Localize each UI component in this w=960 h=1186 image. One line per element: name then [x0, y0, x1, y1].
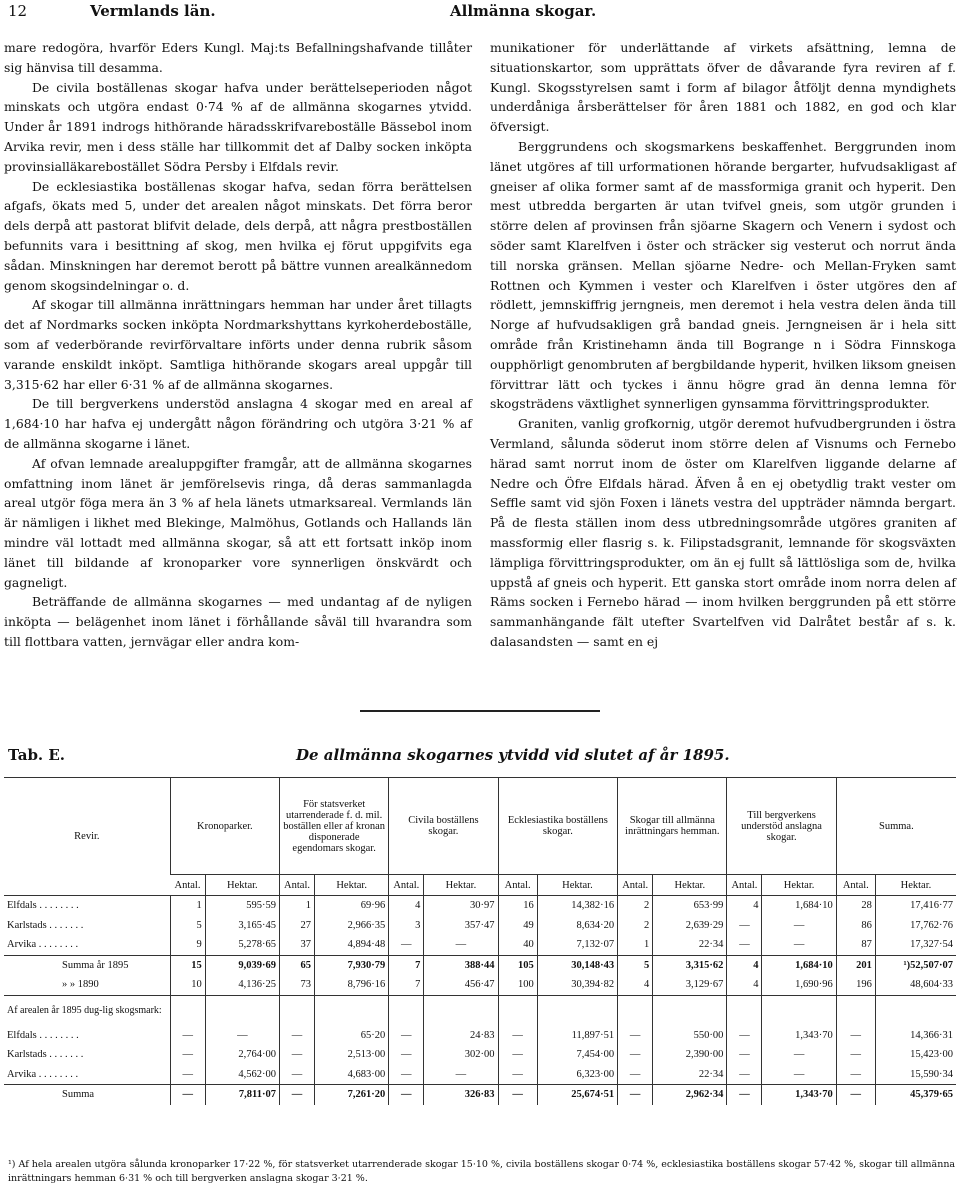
table-cell: 7,454·00 [537, 1045, 617, 1065]
table-cell: 595·59 [205, 896, 279, 916]
row-label: Elfdals . . . . . . . . [7, 1029, 79, 1041]
table-cell: 1,684·10 [762, 955, 836, 975]
table-cell: — [170, 1065, 205, 1085]
subheader-hektar: Hektar. [205, 875, 279, 896]
page-header [0, 0, 960, 28]
table-cell: 16 [498, 896, 537, 916]
subheader-hektar: Hektar. [875, 875, 956, 896]
table-cell: — [498, 1045, 537, 1065]
column-header-kronoparker: Kronoparker. [170, 778, 279, 875]
subheader-antal: Antal. [618, 875, 653, 896]
table-cell: — [170, 1045, 205, 1065]
table-cell: 7,930·79 [315, 955, 389, 975]
table-cell: 4,562·00 [205, 1065, 279, 1085]
row-label: » » 1890 [62, 979, 99, 991]
table-cell: 22·34 [653, 1065, 727, 1085]
subheader-antal: Antal. [498, 875, 537, 896]
table-cell: 4,894·48 [315, 935, 389, 955]
left-text-column [4, 38, 472, 652]
table-cell: — [727, 916, 762, 936]
table-cell: 1,684·10 [762, 896, 836, 916]
empty-cell [498, 995, 537, 1026]
table-row [4, 995, 956, 1026]
table-cell: — [424, 935, 498, 955]
table-cell: — [836, 1085, 875, 1105]
table-cell: — [727, 1065, 762, 1085]
table-cell: 2,639·29 [653, 916, 727, 936]
table-cell: — [618, 1026, 653, 1046]
table-row [4, 975, 956, 995]
right-text-column [490, 38, 956, 652]
table-cell: 15,590·34 [875, 1065, 956, 1085]
table-cell: 456·47 [424, 975, 498, 995]
empty-cell [170, 995, 205, 1026]
running-title-left: Vermlands län. [90, 2, 216, 20]
paragraph: Af ofvan lemnade arealuppgifter framgår, att de allmänna skogarnes omfattning inom länet är jemförelsevis ringa, då deras sammanlagda areal utgör föga mera än 3 % af hela länets utmarksareal. Vermlands län är nämligen i likhet med Blekinge, Malmöhus, Gotlands och Hallands län mindre väl lottadt med allmänna skogar, så att ett fortsatt inköp inom länet till bildande af kronoparker vore synnerligen önskvärdt och gagneligt. [4, 455, 472, 590]
empty-cell [727, 995, 762, 1026]
empty-cell [875, 995, 956, 1026]
table-cell: 7 [389, 955, 424, 975]
table-cell: — [762, 1045, 836, 1065]
row-label: Karlstads . . . . . . . [7, 919, 84, 931]
table-cell: 3,315·62 [653, 955, 727, 975]
table-cell: 1 [170, 896, 205, 916]
table-cell: 100 [498, 975, 537, 995]
paragraph: De till bergverkens understöd anslagna 4 skogar med en areal af 1,684·10 har hafva ej undergått någon förändring och utgöra 3·21 % af de allmänna skogarne i länet. [4, 396, 472, 451]
table-cell: — [389, 935, 424, 955]
row-label: Arvika . . . . . . . . [7, 939, 79, 951]
table-cell: 40 [498, 935, 537, 955]
table-cell: ¹)52,507·07 [875, 955, 956, 975]
table-cell: 30,148·43 [537, 955, 617, 975]
paragraph: mare redogöra, hvarför Eders Kungl. Maj:ts Befallningshafvande tillåter sig hänvisa till desamma. [4, 40, 472, 75]
table-cell: — [389, 1065, 424, 1085]
subheader-hektar: Hektar. [762, 875, 836, 896]
table-cell: 326·83 [424, 1085, 498, 1105]
table-body [4, 896, 956, 1105]
footnote: ¹) Af hela arealen utgöra sålunda kronoparker 17·22 %, för statsverket utarrenderade skogar 15·10 %, civila boställens skogar 0·74 %, ecklesiastika boställens skogar 57·42 %, skogar till allmänna inrättningars hemman 6·31 % och till bergverken anslagna skogar 3·21 %. [8, 1159, 956, 1184]
table-cell: 87 [836, 935, 875, 955]
table-heading [6, 746, 956, 770]
table-cell: 3 [389, 916, 424, 936]
table-cell: 17,327·54 [875, 935, 956, 955]
table-cell: 65 [279, 955, 314, 975]
table-cell: — [836, 1026, 875, 1046]
table-title: De allmänna skogarnes ytvidd vid slutet af år 1895. [296, 746, 730, 764]
subheader-hektar: Hektar. [315, 875, 389, 896]
table-row [4, 935, 956, 955]
table-cell: 14,382·16 [537, 896, 617, 916]
table-cell: 6,323·00 [537, 1065, 617, 1085]
table-cell: — [389, 1026, 424, 1046]
table-row [4, 896, 956, 916]
table-cell: — [498, 1065, 537, 1085]
table-row [4, 1065, 956, 1085]
empty-cell [315, 995, 389, 1026]
table-cell: 2,764·00 [205, 1045, 279, 1065]
table-cell: 388·44 [424, 955, 498, 975]
table-cell: — [727, 1026, 762, 1046]
paragraph: Af skogar till allmänna inrättningars hemman har under året tillagts det af Nordmarks socken inköpta Nordmarkshyttans kyrkoherdeboställe, som af vederbörande revirförvaltare införts under denna rubrik såsom varande enskildt inköpt. Samtliga hithörande skogars areal uppgår till 3,315·62 har eller 6·31 % af de allmänna skogarnes. [4, 297, 472, 392]
subheader-hektar: Hektar. [653, 875, 727, 896]
table-cell: 45,379·65 [875, 1085, 956, 1105]
row-label: Elfdals . . . . . . . . [4, 896, 170, 916]
table-cell: 30·97 [424, 896, 498, 916]
paragraph: Graniten, vanlig grofkornig, utgör deremot hufvudbergrunden i östra Vermland, sålunda söderut inom större delen af Visnums och Fernebo härad samt norrut inom de öster om Klarelfven liggande delarne af Nedre och Öfre Elfdals härad. Äfven å en ej obetydlig trakt vester om Seffle samt vid sjön Foxen i länets vestra del uppträder nämnda bergart. På de flesta ställen inom dess utbredningsområde utgöres graniten af massformig eller flasrig s. k. Filipstadsgranit, lemnande för skogsväxten lämpliga förvittringsprodukter, om än ej fullt så lättlösliga som de, hvilka uppstå af gneis och hyperit. Ett ganska stort område inom norra delen af Räms socken i Fernebo härad — inom hvilken berggrunden på ett större sammanhängande fält utefter Svartelfven vid Dalråtet består af s. k. dalasandsten — samt en ej [490, 416, 956, 649]
table-cell: 48,604·33 [875, 975, 956, 995]
table-cell: — [389, 1045, 424, 1065]
table-cell: — [279, 1045, 314, 1065]
paragraph: Beträffande de allmänna skogarnes — med undantag af de nyligen inköpta — belägenhet inom länet i förhållande såväl till hvarandra som till flottbara vatten, jernvägar eller andra kom- [4, 594, 472, 649]
table-cell: 3,165·45 [205, 916, 279, 936]
table-cell: — [836, 1065, 875, 1085]
table-cell: 2,513·00 [315, 1045, 389, 1065]
table-cell: 15,423·00 [875, 1045, 956, 1065]
table-cell: 1,343·70 [762, 1026, 836, 1046]
table-cell: 4 [727, 975, 762, 995]
table-cell: 2,390·00 [653, 1045, 727, 1065]
table-cell: 65·20 [315, 1026, 389, 1046]
table-cell: — [279, 1085, 314, 1105]
table-cell: 7,811·07 [205, 1085, 279, 1105]
table-cell: 196 [836, 975, 875, 995]
column-header-civila: Civila boställens skogar. [389, 778, 498, 875]
column-header-summa: Summa. [836, 778, 956, 875]
table-cell: — [170, 1085, 205, 1105]
table-cell: 28 [836, 896, 875, 916]
statistics-table [4, 777, 956, 1105]
table-cell: 7,132·07 [537, 935, 617, 955]
table-cell: — [836, 1045, 875, 1065]
table-cell: 73 [279, 975, 314, 995]
table-cell: — [170, 1026, 205, 1046]
table-cell: 1,343·70 [762, 1085, 836, 1105]
table-cell: 17,416·77 [875, 896, 956, 916]
table-cell: 2,966·35 [315, 916, 389, 936]
table-cell: 5,278·65 [205, 935, 279, 955]
row-label: Summa [4, 1085, 170, 1105]
table-row [4, 1026, 956, 1046]
empty-cell [279, 995, 314, 1026]
table-cell: 49 [498, 916, 537, 936]
table-cell: 550·00 [653, 1026, 727, 1046]
table-cell: 4 [618, 975, 653, 995]
table-cell: — [618, 1045, 653, 1065]
table-cell: 8,634·20 [537, 916, 617, 936]
column-header-ecklesiastika: Ecklesiastika boställens skogar. [498, 778, 618, 875]
table-cell: — [205, 1026, 279, 1046]
table-cell: 14,366·31 [875, 1026, 956, 1046]
empty-cell [205, 995, 279, 1026]
empty-cell [653, 995, 727, 1026]
table-cell: — [389, 1085, 424, 1105]
table-cell: 302·00 [424, 1045, 498, 1065]
running-title-right: Allmänna skogar. [450, 2, 597, 20]
table-cell: 9 [170, 935, 205, 955]
page-number: 12 [8, 2, 28, 20]
table-row [4, 955, 956, 975]
subheader-antal: Antal. [727, 875, 762, 896]
subheader-hektar: Hektar. [424, 875, 498, 896]
table-cell: — [762, 916, 836, 936]
table-cell: — [618, 1065, 653, 1085]
table-cell: — [498, 1026, 537, 1046]
table-cell: — [424, 1065, 498, 1085]
table-cell: 1 [618, 935, 653, 955]
subheader-antal: Antal. [389, 875, 424, 896]
table-cell: 15 [170, 955, 205, 975]
column-header-bergverk: Till bergverkens understöd anslagna skogar. [727, 778, 836, 875]
table-cell: 4,683·00 [315, 1065, 389, 1085]
table-cell: 653·99 [653, 896, 727, 916]
subheading-cell: Af arealen år 1895 dug-lig skogsmark: [4, 995, 170, 1026]
table-cell: — [498, 1085, 537, 1105]
table-label: Tab. E. [8, 746, 66, 764]
column-header-allmanna-inrattningar: Skogar till allmänna inrättningars hemman. [618, 778, 727, 875]
empty-cell [424, 995, 498, 1026]
table-cell: 37 [279, 935, 314, 955]
table-cell: — [762, 935, 836, 955]
table-cell: 8,796·16 [315, 975, 389, 995]
table-cell: 4 [727, 896, 762, 916]
subheader-antal: Antal. [836, 875, 875, 896]
column-header-revir: Revir. [4, 778, 170, 896]
table-cell: — [279, 1065, 314, 1085]
table-cell: 3,129·67 [653, 975, 727, 995]
paragraph: Berggrundens och skogsmarkens beskaffenhet. Berggrunden inom länet utgöres af till urformationen hörande bergarter, hufvudsakligast af gneiser af olika former samt af de massformiga granit och hyperit. Den mest utbredda bergarten är utan tvifvel gneis, som utgör grunden i större delen af provinsen från sjöarne Skagern och Venern i sydost och söder samt Klarelfven i öster och sträcker sig vesterut och norrut ända till norska gränsen. Mellan sjöarne Nedre- och Mellan-Fryken samt Rottnen och Kymmen i vester och Klarelfven i öster utgöres den af rödlett, jemnskiffrig jerngneis, men deremot i hela vestra delen ända till Norge af hufvudsakligen grå bandad gneis. Jerngneisen är i hela sitt område från Kristinehamn ända till Bogrange n i Södra Finnskoga oupphörligt genombruten af bergbildande hyperit, hvilken liksom gneisen förvittrar lätt och tyckes i ännu högre grad än denna lemna för skogsträdens växtlighet synnerligen gynsamma förvittringsprodukter. [490, 138, 956, 412]
paragraph: De civila boställenas skogar hafva under berättelseperioden något minskats och utgöra endast 0·74 % af de allmänna skogarnes ytvidd. Under år 1891 indrogs hithörande häradsskrifvareboställe Bässebol inom Arvika revir, men i dess ställe har tillkommit det af Dalby socken inköpta provinsialläkarebostället Södra Persby i Elfdals revir. [4, 79, 472, 174]
empty-cell [389, 995, 424, 1026]
empty-cell [537, 995, 617, 1026]
table-cell: — [727, 935, 762, 955]
row-label: Summa år 1895 [4, 955, 170, 975]
table-cell: 11,897·51 [537, 1026, 617, 1046]
table-cell: 86 [836, 916, 875, 936]
table-cell: 25,674·51 [537, 1085, 617, 1105]
table-cell: — [618, 1085, 653, 1105]
table-cell: 201 [836, 955, 875, 975]
table-cell: 27 [279, 916, 314, 936]
paragraph: munikationer för underlättande af virkets afsättning, lemna de situationskartor, som upprättats öfver de dåvarande fyra reviren af f. Kungl. Skogsstyrelsen samt i form af bilagor åtföljt denna myndighets underdåniga årsberättelser för åren 1881 och 1882, en god och klar öfversigt. [490, 40, 956, 135]
table-cell: 1,690·96 [762, 975, 836, 995]
subheader-antal: Antal. [170, 875, 205, 896]
table-cell: — [727, 1045, 762, 1065]
table-cell: — [727, 1085, 762, 1105]
table-cell: 4 [727, 955, 762, 975]
table-cell: 4,136·25 [205, 975, 279, 995]
empty-cell [618, 995, 653, 1026]
table-cell: 22·34 [653, 935, 727, 955]
table-cell: 105 [498, 955, 537, 975]
table-cell: 30,394·82 [537, 975, 617, 995]
table-cell: 1 [279, 896, 314, 916]
column-header-utarrenderade: För statsverket utarrenderade f. d. mil. boställen eller af kronan disponerade egendomars skogar. [279, 778, 388, 875]
table-cell: 24·83 [424, 1026, 498, 1046]
subheader-antal: Antal. [279, 875, 314, 896]
table-cell: 10 [170, 975, 205, 995]
table-cell: 17,762·76 [875, 916, 956, 936]
table-cell: 9,039·69 [205, 955, 279, 975]
row-label: Arvika . . . . . . . . [7, 1068, 79, 1080]
table-cell: — [279, 1026, 314, 1046]
table-row [4, 916, 956, 936]
row-label: Karlstads . . . . . . . [7, 1049, 84, 1061]
subheader-hektar: Hektar. [537, 875, 617, 896]
table-cell: 5 [618, 955, 653, 975]
table-cell: 2,962·34 [653, 1085, 727, 1105]
empty-cell [836, 995, 875, 1026]
table-cell: 4 [389, 896, 424, 916]
table-row [4, 1085, 956, 1105]
table-cell: 7 [389, 975, 424, 995]
table-cell: — [762, 1065, 836, 1085]
section-divider [360, 710, 600, 712]
table-row [4, 1045, 956, 1065]
table-cell: 2 [618, 896, 653, 916]
table-cell: 7,261·20 [315, 1085, 389, 1105]
table-cell: 2 [618, 916, 653, 936]
table-cell: 69·96 [315, 896, 389, 916]
table-cell: 357·47 [424, 916, 498, 936]
table-cell: 5 [170, 916, 205, 936]
empty-cell [762, 995, 836, 1026]
paragraph: De ecklesiastika boställenas skogar hafva, sedan förra berättelsen afgafs, ökats med 5, under det arealen något minskats. Det förra beror dels derpå att pastorat blifvit delade, dels derpå, att några prestboställen befunnits vara i besittning af skog, men hvilka ej förut uppgifvits ega sådan. Minskningen har deremot berott på bättre vunnen arealkännedom genom skogsindelningar o. d. [4, 178, 472, 293]
